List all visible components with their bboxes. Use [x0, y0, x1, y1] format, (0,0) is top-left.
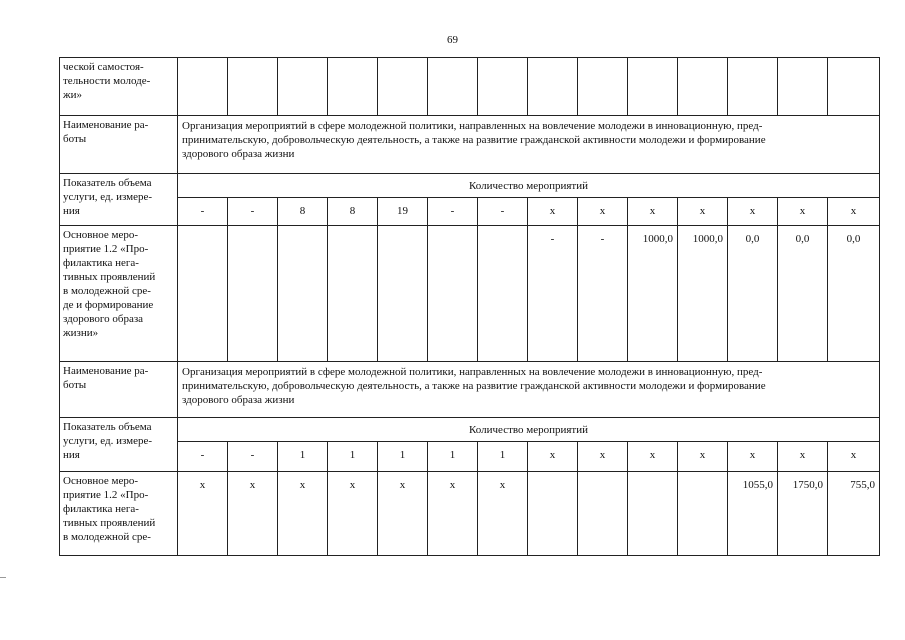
value-cell: х — [428, 472, 478, 556]
value-cell: - — [228, 198, 278, 226]
value-cell: х — [578, 198, 628, 226]
label-line: Показатель объема — [63, 421, 152, 433]
value-cell — [578, 472, 628, 556]
value-cell — [628, 472, 678, 556]
value-cell: х — [478, 472, 528, 556]
value-cell — [428, 226, 478, 362]
description-line: здорового образа жизни — [182, 148, 295, 160]
activity-row — [60, 472, 880, 556]
empty-cell — [328, 58, 378, 116]
label-line: приятие 1.2 «Про- — [63, 243, 149, 255]
value-cell: 1 — [478, 442, 528, 472]
description-line: принимательскую, добровольческую деятельность, а также на развитие гражданской активности молодежи и формирование — [182, 380, 766, 392]
value-cell: 1 — [378, 442, 428, 472]
value-cell: х — [378, 472, 428, 556]
label-line: Основное меро- — [63, 229, 139, 241]
label-line: ческой самостоя- — [63, 61, 144, 73]
label-line: тивных проявлений — [63, 517, 156, 529]
empty-cell — [178, 58, 228, 116]
value-cell: 8 — [328, 198, 378, 226]
activity-row — [60, 226, 880, 362]
value-cell — [528, 472, 578, 556]
description-line: здорового образа жизни — [182, 394, 295, 406]
work-description — [178, 116, 880, 174]
label-line: тельности молоде- — [63, 75, 151, 87]
label-line: тивных проявлений — [63, 271, 156, 283]
value-cell — [478, 226, 528, 362]
value-cell: 0,0 — [828, 226, 880, 362]
work-name-row — [60, 116, 880, 174]
value-cell — [278, 226, 328, 362]
work-name-label — [60, 116, 178, 174]
indicator-header-row — [60, 418, 880, 442]
continuation-label — [60, 58, 178, 116]
value-cell: 1750,0 — [778, 472, 828, 556]
label-line: жизни» — [63, 327, 99, 339]
label-line: Наименование ра- — [63, 365, 149, 377]
value-cell: - — [228, 442, 278, 472]
value-cell — [378, 226, 428, 362]
label-line: в молодежной сре- — [63, 531, 151, 543]
value-cell: х — [578, 442, 628, 472]
label-line: ния — [63, 449, 80, 461]
description-line: Организация мероприятий в сфере молодежной политики, направленных на вовлечение молодежи в инновационную, пред- — [182, 120, 763, 132]
label-line: здорового образа — [63, 313, 144, 325]
value-cell: х — [278, 472, 328, 556]
value-cell: х — [528, 198, 578, 226]
empty-cell — [478, 58, 528, 116]
value-cell: х — [828, 442, 880, 472]
value-cell: х — [678, 442, 728, 472]
value-cell — [328, 226, 378, 362]
label-line: ния — [63, 205, 80, 217]
value-cell: - — [178, 442, 228, 472]
label-line: Наименование ра- — [63, 119, 149, 131]
work-name-row — [60, 362, 880, 418]
value-cell: х — [628, 442, 678, 472]
description-line: Организация мероприятий в сфере молодежной политики, направленных на вовлечение молодежи в инновационную, пред- — [182, 366, 763, 378]
value-cell: 8 — [278, 198, 328, 226]
empty-cell — [428, 58, 478, 116]
empty-cell — [828, 58, 880, 116]
activity-label — [60, 226, 178, 362]
value-cell: х — [628, 198, 678, 226]
description-line: принимательскую, добровольческую деятельность, а также на развитие гражданской активности молодежи и формирование — [182, 134, 766, 146]
value-cell: - — [578, 226, 628, 362]
page-number: 69 — [447, 34, 458, 46]
indicator-values-row — [60, 198, 880, 226]
value-cell: х — [728, 198, 778, 226]
value-cell: х — [778, 198, 828, 226]
continuation-row — [60, 58, 880, 116]
label-line: Основное меро- — [63, 475, 139, 487]
value-cell: 0,0 — [728, 226, 778, 362]
value-cell: - — [528, 226, 578, 362]
indicator-label — [60, 174, 178, 226]
budget-table — [59, 57, 880, 556]
label-line: услуги, ед. измере- — [63, 191, 153, 203]
value-cell: 1000,0 — [628, 226, 678, 362]
empty-cell — [578, 58, 628, 116]
activity-label — [60, 472, 178, 556]
value-cell — [678, 472, 728, 556]
value-cell: - — [428, 198, 478, 226]
value-cell: х — [828, 198, 880, 226]
label-line: жи» — [63, 89, 82, 101]
label-line: в молодежной сре- — [63, 285, 151, 297]
indicator-unit: Количество мероприятий — [178, 174, 880, 198]
label-line: боты — [63, 133, 87, 145]
value-cell: х — [528, 442, 578, 472]
label-line: боты — [63, 379, 87, 391]
work-name-label — [60, 362, 178, 418]
value-cell: 1 — [328, 442, 378, 472]
value-cell — [228, 226, 278, 362]
label-line: Показатель объема — [63, 177, 152, 189]
empty-cell — [528, 58, 578, 116]
empty-cell — [728, 58, 778, 116]
value-cell: х — [228, 472, 278, 556]
empty-cell — [228, 58, 278, 116]
label-line: де и формирование — [63, 299, 154, 311]
indicator-values-row — [60, 442, 880, 472]
label-line: филактика нега- — [63, 503, 139, 515]
value-cell: 19 — [378, 198, 428, 226]
value-cell: 1 — [278, 442, 328, 472]
indicator-label — [60, 418, 178, 472]
margin-mark — [0, 577, 6, 578]
value-cell: х — [778, 442, 828, 472]
value-cell: - — [478, 198, 528, 226]
value-cell: х — [178, 472, 228, 556]
value-cell: 1055,0 — [728, 472, 778, 556]
indicator-unit: Количество мероприятий — [178, 418, 880, 442]
empty-cell — [628, 58, 678, 116]
value-cell: 0,0 — [778, 226, 828, 362]
value-cell: х — [328, 472, 378, 556]
label-line: приятие 1.2 «Про- — [63, 489, 149, 501]
value-cell: - — [178, 198, 228, 226]
empty-cell — [678, 58, 728, 116]
label-line: услуги, ед. измере- — [63, 435, 153, 447]
empty-cell — [278, 58, 328, 116]
value-cell: 1 — [428, 442, 478, 472]
value-cell: 755,0 — [828, 472, 880, 556]
value-cell: 1000,0 — [678, 226, 728, 362]
indicator-header-row — [60, 174, 880, 198]
empty-cell — [378, 58, 428, 116]
work-description — [178, 362, 880, 418]
empty-cell — [778, 58, 828, 116]
label-line: филактика нега- — [63, 257, 139, 269]
value-cell: х — [728, 442, 778, 472]
value-cell — [178, 226, 228, 362]
value-cell: х — [678, 198, 728, 226]
